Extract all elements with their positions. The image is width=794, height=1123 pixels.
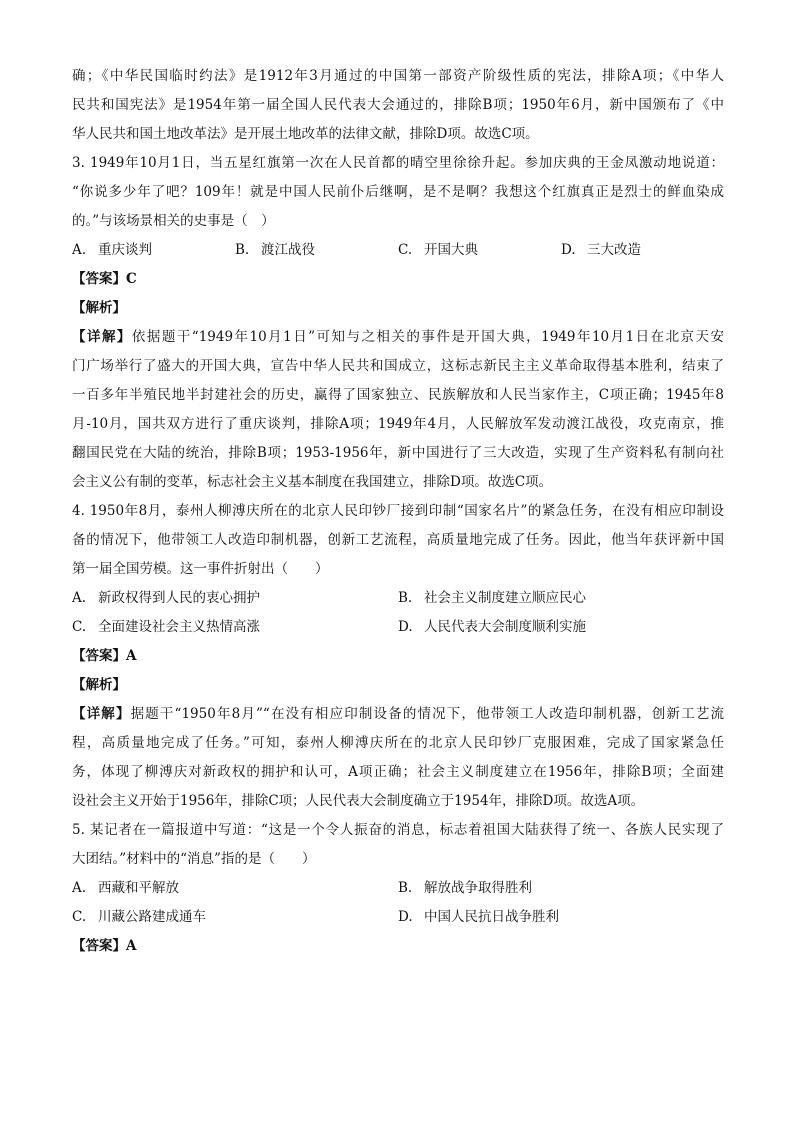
- q3-option-a: A. 重庆谈判: [72, 242, 152, 258]
- q4-analysis-label: 【解析】: [72, 677, 126, 693]
- q4-answer: 【答案】A: [72, 648, 137, 664]
- q3-analysis-label: 【解析】: [72, 300, 126, 316]
- q3-stem-line-2: “你说多少年了吧？109年！就是中国人民前仆后继啊，是不是啊？我想这个红旗真正是烈士的鲜血染成: [72, 184, 724, 200]
- q3-detail-line-2: 门广场举行了盛大的开国大典，宣告中华人民共和国成立，这标志新民主主义革命取得基本胜利，结束了: [72, 358, 724, 374]
- q3-option-c: C. 开国大典: [398, 242, 478, 258]
- q4-detail-line-3: 务，体现了柳溥庆对新政权的拥护和认可，A项正确；社会主义制度建立在1956年，排除B项；全面建: [72, 764, 724, 780]
- document-page: [72, 62, 724, 961]
- q5-options-row-1: [72, 874, 724, 903]
- intro-line-3: 华人民共和国土地改革法》是开展土地改革的法律文献，排除D项。故选C项。: [72, 126, 539, 142]
- intro-line-1: 确；《中华民国临时约法》是1912年3月通过的中国第一部资产阶级性质的宪法，排除A项；《中华人: [72, 68, 724, 84]
- q5-option-b: B. 解放战争取得胜利: [398, 880, 532, 896]
- q3-options: [72, 236, 724, 265]
- q4-detail-line-4: 设社会主义开始于1956年，排除C项；人民代表大会制度确立于1954年，排除D项。故选A项。: [72, 793, 645, 809]
- q5-options-row-2: [72, 903, 724, 932]
- q3-answer: 【答案】C: [72, 271, 137, 287]
- q3-detail-line-4: 月-10月，国共双方进行了重庆谈判，排除A项；1949年4月，人民解放军发动渡江战役，攻克南京，推: [72, 416, 724, 432]
- q5-option-a: A. 西藏和平解放: [72, 880, 179, 896]
- q3-option-b: B. 渡江战役: [235, 242, 315, 258]
- q4-stem-line-1: 4. 1950年8月，泰州人柳溥庆所在的北京人民印钞厂接到印制“国家名片”的紧急任务，在没有相应印制设: [72, 503, 724, 519]
- q4-option-d: D. 人民代表大会制度顺利实施: [398, 619, 586, 635]
- intro-paragraph: [72, 62, 724, 149]
- q3-detail-line-5: 翻国民党在大陆的统治，排除B项；1953-1956年，新中国进行了三大改造，实现了生产资料私有制向社: [72, 445, 724, 461]
- q4-detail-line-1: 【详解】据题干“1950年8月”“在没有相应印制设备的情况下，他带领工人改造印制机器，创新工艺流: [72, 706, 724, 722]
- q4-stem-line-3: 第一届全国劳模。这一事件折射出（ ）: [72, 561, 329, 577]
- q5-stem-line-2: 大团结。”材料中的“消息”指的是（ ）: [72, 851, 316, 867]
- q3-stem-line-3: 的。”与该场景相关的史事是（ ）: [72, 213, 275, 229]
- q3-stem-line-1: 3. 1949年10月1日，当五星红旗第一次在人民首都的晴空里徐徐升起。参加庆典的王金凤激动地说道：: [72, 155, 724, 171]
- question-3: [72, 149, 724, 497]
- q4-options-row-2: [72, 613, 724, 642]
- q5-option-d: D. 中国人民抗日战争胜利: [398, 909, 559, 925]
- q4-detail-tag: 【详解】: [72, 706, 131, 722]
- q5-option-c: C. 川藏公路建成通车: [72, 909, 206, 925]
- q4-options-row-1: [72, 584, 724, 613]
- question-4: [72, 497, 724, 816]
- q4-option-c: C. 全面建设社会主义热情高涨: [72, 619, 260, 635]
- q3-option-d: D. 三大改造: [561, 242, 641, 258]
- q3-detail-tag: 【详解】: [72, 329, 132, 345]
- q5-stem-line-1: 5. 某记者在一篇报道中写道：“这是一个令人振奋的消息，标志着祖国大陆获得了统一、各族人民实现了: [72, 822, 724, 838]
- intro-line-2: 民共和国宪法》是1954年第一届全国人民代表大会通过的，排除B项；1950年6月，新中国颁布了《中: [72, 97, 724, 113]
- q4-detail-line-2: 程，高质量地完成了任务。”可知，泰州人柳溥庆所在的北京人民印钞厂克服困难，完成了国家紧急任: [72, 735, 724, 751]
- q5-answer: 【答案】A: [72, 938, 137, 954]
- q3-detail-line-1: 【详解】依据题干“1949年10月1日”可知与之相关的事件是开国大典，1949年10月1日在北京天安: [72, 329, 724, 345]
- q3-detail-line-3: 一百多年半殖民地半封建社会的历史，赢得了国家独立、民族解放和人民当家作主，C项正确；1945年8: [72, 387, 724, 403]
- q3-detail-line-6: 会主义公有制的变革，标志社会主义基本制度在我国建立，排除D项。故选C项。: [72, 474, 553, 490]
- q4-stem-line-2: 备的情况下，他带领工人改造印制机器，创新工艺流程，高质量地完成了任务。因此，他当年获评新中国: [72, 532, 724, 548]
- q4-option-b: B. 社会主义制度建立顺应民心: [398, 590, 586, 606]
- q4-option-a: A. 新政权得到人民的衷心拥护: [72, 590, 260, 606]
- question-5: [72, 816, 724, 961]
